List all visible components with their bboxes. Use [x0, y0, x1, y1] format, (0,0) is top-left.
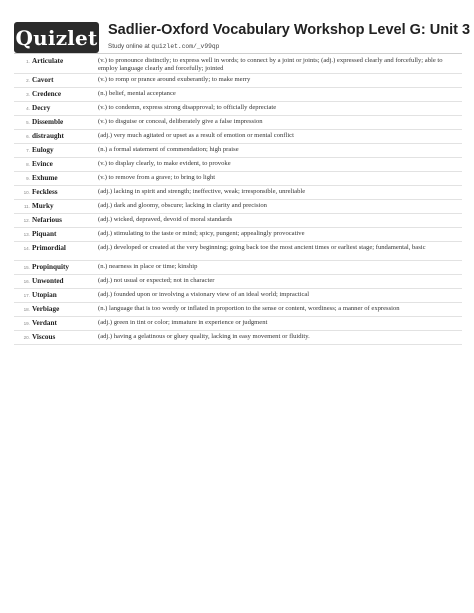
term-word: Articulate: [32, 57, 64, 65]
term-word: Piquant: [32, 230, 57, 238]
term-row: [14, 158, 462, 172]
term-word: Viscous: [32, 333, 56, 341]
term-word: Nefarious: [32, 216, 62, 224]
term-number: 7.: [26, 148, 30, 153]
term-number: 20.: [23, 335, 30, 340]
term-definition: (adj.) developed or created at the very beginning; going back toe the most ancient times or earliest stage; fundamental, basic: [98, 244, 426, 251]
subtitle-prefix: Study online at: [108, 43, 152, 50]
term-definition: (adj.) green in tint or color; immature in experience or judgment: [98, 319, 268, 326]
term-row: [14, 289, 462, 303]
term-row: [14, 172, 462, 186]
term-definition: (adj.) stimulating to the taste or mind; spicy, pungent; appealingly provocative: [98, 230, 305, 237]
term-number: 2.: [26, 78, 30, 83]
term-word: distraught: [32, 132, 64, 140]
term-word: Murky: [32, 202, 54, 210]
term-word: Evince: [32, 160, 53, 168]
term-number: 9.: [26, 176, 30, 181]
term-row: [14, 200, 462, 214]
term-row: [14, 186, 462, 200]
term-definition: (n.) language that is too wordy or inflated in proportion to the sense or content, wordiness; a manner of expression: [98, 305, 400, 312]
term-number: 13.: [23, 232, 30, 237]
term-word: Credence: [32, 90, 62, 98]
term-row: [14, 303, 462, 317]
term-number: 1.: [26, 59, 30, 64]
term-row: [14, 214, 462, 228]
term-word: Decry: [32, 104, 51, 112]
term-row: [14, 116, 462, 130]
term-row: [14, 242, 462, 261]
term-definition: (adj.) very much agitated or upset as a result of emotion or mental conflict: [98, 132, 294, 139]
term-number: 5.: [26, 120, 30, 125]
term-row: [14, 331, 462, 345]
term-number: 10.: [23, 190, 30, 195]
header-divider: [14, 53, 462, 54]
term-row: [14, 55, 462, 74]
term-definition: (n.) a formal statement of commendation; high praise: [98, 146, 239, 153]
term-word: Primordial: [32, 244, 66, 252]
term-definition: (v.) to disguise or conceal, deliberately give a false impression: [98, 118, 263, 125]
term-definition: (v.) to condemn, express strong disapproval; to officially depreciate: [98, 104, 277, 111]
page-subtitle: [108, 43, 219, 50]
term-word: Cavort: [32, 76, 54, 84]
term-row: [14, 317, 462, 331]
term-number: 14.: [23, 246, 30, 251]
term-word: Dissemble: [32, 118, 64, 126]
term-definition: (adj.) having a gelatinous or gluey quality, lacking in easy movement or fluidity.: [98, 333, 310, 340]
term-definition: (adj.) founded upon or involving a visionary view of an ideal world; impractical: [98, 291, 310, 298]
page-title: Sadlier-Oxford Vocabulary Workshop Level G: Unit 3: [108, 22, 471, 38]
term-row: [14, 88, 462, 102]
term-number: 18.: [23, 307, 30, 312]
term-word: Unwonted: [32, 277, 64, 285]
study-link[interactable]: quizlet.com/_v99qp: [151, 43, 220, 50]
quizlet-logo: [14, 22, 99, 53]
term-definition: (adj.) lacking in spirit and strength; ineffective, weak; irresponsible, unreliable: [98, 188, 306, 195]
term-list: [14, 55, 462, 345]
term-number: 8.: [26, 162, 30, 167]
term-row: [14, 228, 462, 242]
term-definition: (n.) belief, mental acceptance: [98, 90, 176, 97]
term-number: 19.: [23, 321, 30, 326]
term-number: 3.: [26, 92, 30, 97]
term-definition: (adj.) wicked, depraved, devoid of moral standards: [98, 216, 233, 223]
term-number: 12.: [23, 218, 30, 223]
term-definition: (n.) nearness in place or time; kinship: [98, 263, 198, 270]
term-word: Verbiage: [32, 305, 60, 313]
term-definition: (v.) to romp or prance around exuberantly; to make merry: [98, 76, 251, 83]
term-row: [14, 102, 462, 116]
term-word: Verdant: [32, 319, 57, 327]
term-word: Eulogy: [32, 146, 54, 154]
term-row: [14, 130, 462, 144]
term-row: [14, 275, 462, 289]
term-word: Exhume: [32, 174, 58, 182]
term-word: Feckless: [32, 188, 58, 196]
term-definition: (v.) to pronounce distinctly; to express well in words; to connect by a joint or joints; (adj.) expressed clearly and forcefully; able to employ language clearly and forcefully; jointed: [98, 57, 443, 73]
term-number: 17.: [23, 293, 30, 298]
term-row: [14, 74, 462, 88]
term-word: Utopian: [32, 291, 57, 299]
term-row: [14, 144, 462, 158]
term-definition: (adj.) dark and gloomy, obscure; lacking in clarity and precision: [98, 202, 267, 209]
term-definition: (v.) to remove from a grave; to bring to light: [98, 174, 216, 181]
term-number: 6.: [26, 134, 30, 139]
term-row: [14, 261, 462, 275]
term-word: Propinquity: [32, 263, 70, 271]
logo-text: Quizlet: [15, 25, 98, 50]
term-number: 11.: [23, 204, 30, 209]
term-number: 4.: [26, 106, 30, 111]
term-number: 16.: [23, 279, 30, 284]
term-definition: (v.) to display clearly, to make evident, to provoke: [98, 160, 231, 167]
term-number: 15.: [23, 265, 30, 270]
term-definition: (adj.) not usual or expected; not in character: [98, 277, 215, 284]
